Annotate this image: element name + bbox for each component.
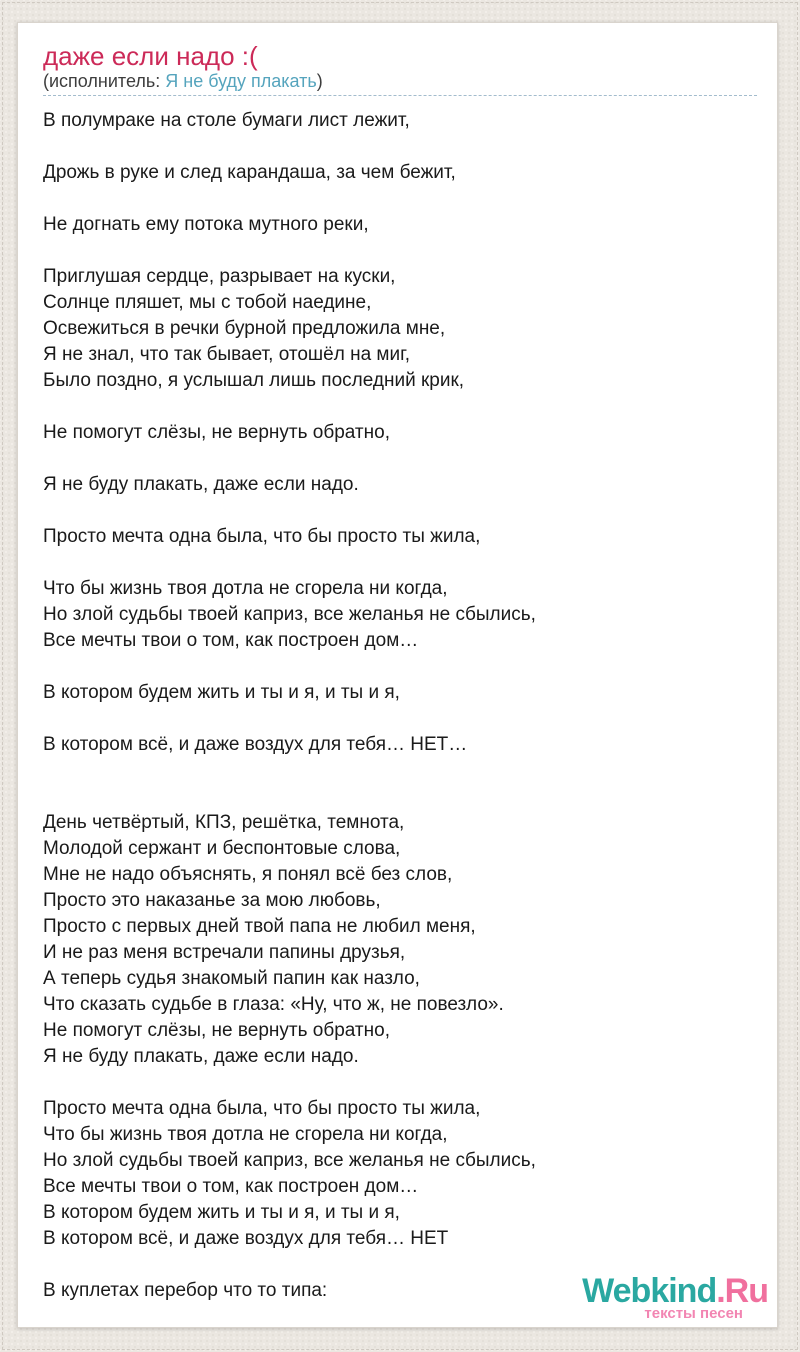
lyric-line — [43, 498, 757, 524]
webkind-logo[interactable] — [582, 1274, 768, 1322]
lyric-line — [43, 784, 757, 810]
lyric-line: В котором всё, и даже воздух для тебя… НЕТ… — [43, 734, 468, 755]
lyric-line: Не помогут слёзы, не вернуть обратно, — [43, 1020, 390, 1041]
lyric-line: Все мечты твои о том, как построен дом… — [43, 1176, 419, 1197]
lyric-line: Что бы жизнь твоя дотла не сгорела ни когда, — [43, 578, 448, 599]
lyric-line — [43, 238, 757, 264]
lyric-line: Просто мечта одна была, что бы просто ты жила, — [43, 526, 481, 547]
lyric-line: День четвёртый, КПЗ, решётка, темнота, — [43, 812, 405, 833]
song-title: даже если надо :( — [43, 41, 258, 71]
lyric-line: Но злой судьбы твоей каприз, все желанья не сбылись, — [43, 1150, 536, 1171]
webkind-logo-wordmark — [582, 1274, 768, 1308]
artist-label-prefix: (исполнитель: — [43, 71, 166, 91]
lyric-line: Но злой судьбы твоей каприз, все желанья не сбылись, — [43, 604, 536, 625]
artist-link[interactable]: Я не буду плакать — [165, 71, 317, 91]
lyric-line: Дрожь в руке и след карандаша, за чем бежит, — [43, 162, 456, 183]
artist-label-suffix: ) — [316, 71, 323, 91]
lyric-line — [43, 446, 757, 472]
webkind-logo-ru: .Ru — [716, 1272, 768, 1310]
lyric-line: Что сказать судьбе в глаза: «Ну, что ж, не повезло». — [43, 994, 504, 1015]
lyric-line: Мне не надо объяснять, я понял всё без слов, — [43, 864, 453, 885]
lyric-line: Приглушая сердце, разрывает на куски, — [43, 266, 396, 287]
lyric-line — [43, 134, 757, 160]
lyric-line — [43, 654, 757, 680]
lyric-line: Не догнать ему потока мутного реки, — [43, 214, 369, 235]
lyric-line: В котором будем жить и ты и я, и ты и я, — [43, 682, 400, 703]
lyric-line — [43, 550, 757, 576]
lyric-line: Просто с первых дней твой папа не любил меня, — [43, 916, 476, 937]
webkind-logo-text: Webkind — [582, 1272, 717, 1310]
lyric-line: Просто мечта одна была, что бы просто ты жила, — [43, 1098, 481, 1119]
lyric-line: А теперь судья знакомый папин как назло, — [43, 968, 420, 989]
lyric-line: В котором всё, и даже воздух для тебя… НЕТ — [43, 1228, 449, 1249]
lyric-line: Все мечты твои о том, как построен дом… — [43, 630, 419, 651]
lyric-line: В полумраке на столе бумаги лист лежит, — [43, 110, 410, 131]
lyrics-text — [43, 108, 757, 1304]
lyric-line: Солнце пляшет, мы с тобой наедине, — [43, 292, 372, 313]
lyric-line: В котором будем жить и ты и я, и ты и я, — [43, 1202, 400, 1223]
lyric-line — [43, 1070, 757, 1096]
lyric-line: Просто это наказанье за мою любовь, — [43, 890, 381, 911]
lyric-line: В куплетах перебор что то типа: — [43, 1280, 328, 1301]
lyric-line — [43, 186, 757, 212]
lyric-line — [43, 394, 757, 420]
lyric-line: Я не буду плакать, даже если надо. — [43, 1046, 359, 1067]
lyric-line: Я не буду плакать, даже если надо. — [43, 474, 359, 495]
lyric-line — [43, 758, 757, 784]
lyric-line: И не раз меня встречали папины друзья, — [43, 942, 406, 963]
lyric-line — [43, 706, 757, 732]
artist-line — [43, 70, 757, 92]
dotted-separator — [43, 95, 757, 96]
lyric-line: Было поздно, я услышал лишь последний крик, — [43, 370, 465, 391]
lyrics-card — [17, 22, 778, 1328]
lyric-line: Молодой сержант и беспонтовые слова, — [43, 838, 401, 859]
lyric-line: Что бы жизнь твоя дотла не сгорела ни когда, — [43, 1124, 448, 1145]
lyric-line: Освежиться в речки бурной предложила мне, — [43, 318, 446, 339]
lyric-line: Я не знал, что так бывает, отошёл на миг, — [43, 344, 410, 365]
webkind-tagline: тексты песен — [644, 1305, 743, 1322]
lyric-line: Не помогут слёзы, не вернуть обратно, — [43, 422, 390, 443]
